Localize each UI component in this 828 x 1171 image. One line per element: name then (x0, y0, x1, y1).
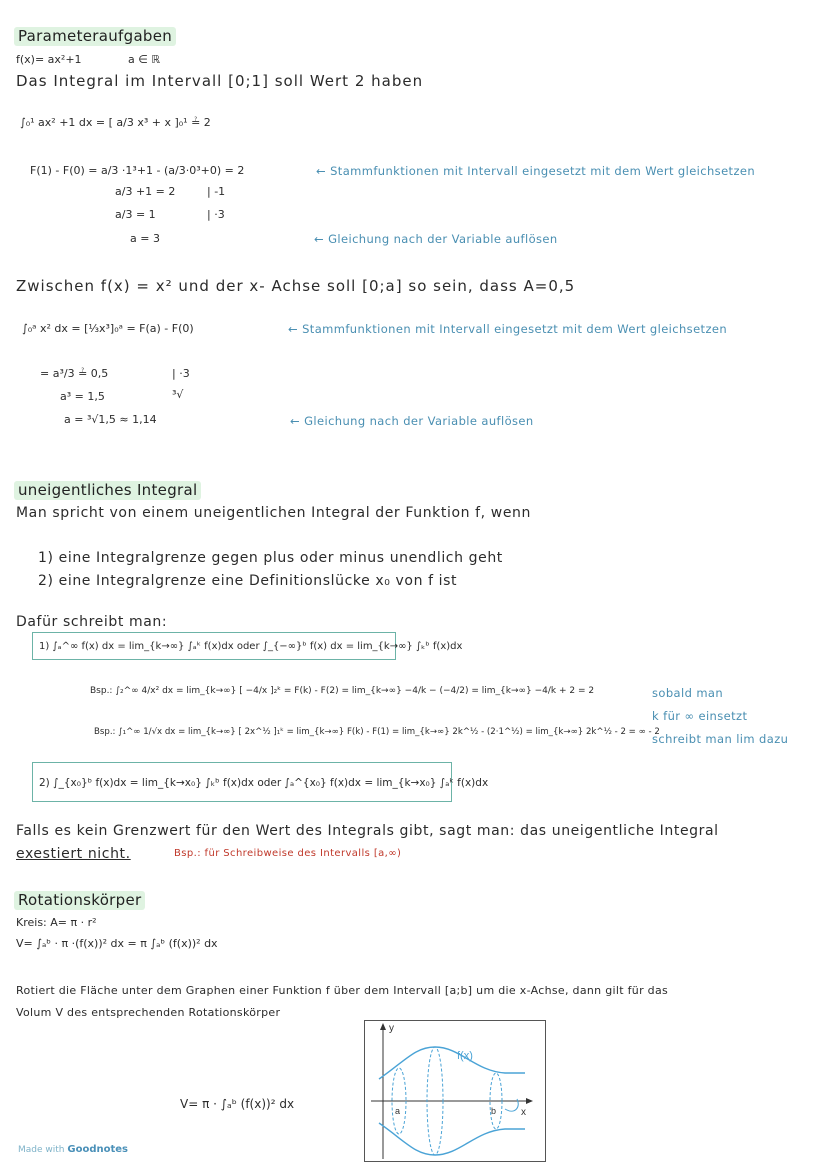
section-title-parameteraufgaben: Parameteraufgaben (14, 27, 176, 46)
notation-label: Dafür schreibt man: (16, 614, 168, 630)
x-axis-label: x (521, 1107, 526, 1118)
side-note: k für ∞ einsetzt (652, 709, 748, 723)
operation-note: | ·3 (207, 208, 225, 221)
x-axis-arrow-icon (526, 1098, 533, 1104)
condition-item: 2) eine Integralgrenze eine Definitionslücke x₀ von f ist (38, 573, 458, 589)
condition-item: 1) eine Integralgrenze gegen plus oder minus unendlich geht (38, 550, 503, 566)
section-title-rotationskoerper: Rotationskörper (14, 891, 145, 910)
formula-box-case2: 2) ∫_{x₀}ᵇ f(x)dx = lim_{k→x₀} ∫ₖᵇ f(x)dx oder ∫ₐ^{x₀} f(x)dx = lim_{k→x₀} ∫ₐᵏ f(x)dx (32, 762, 452, 802)
footer-made-with: Made with (18, 1145, 65, 1155)
parameter-domain: a ∈ ℝ (128, 53, 161, 66)
example-calculation: Bsp.: ∫₁^∞ 1/√x dx = lim_{k→∞} [ 2x^½ ]₁ᵏ = lim_{k→∞} F(k) - F(1) = lim_{k→∞} 2k^½ - (2·1^½) = lim_{k→∞} 2k^½ - 2 = ∞ - 2 (94, 727, 660, 737)
integral-equation: ∫₀¹ ax² +1 dx = [ a/3 x³ + x ]₀¹ ≟ 2 (20, 116, 211, 129)
function-curve (379, 1047, 525, 1079)
rotation-diagram (364, 1020, 546, 1162)
operation-note: ³√ (172, 388, 184, 401)
solution-step: a/3 +1 = 2 (115, 185, 176, 198)
solution-step: a/3 = 1 (115, 208, 156, 221)
section-title-uneigentliches-integral: uneigentliches Integral (14, 481, 201, 500)
y-axis-label: y (389, 1023, 394, 1034)
rotation-text: Rotiert die Fläche unter dem Graphen einer Funktion f über dem Intervall [a;b] um die x-Achse, dann gilt für das (16, 984, 669, 997)
side-note: schreibt man lim dazu (652, 732, 789, 746)
integral-equation: ∫₀ᵃ x² dx = [⅓x³]₀ᵃ = F(a) - F(0) (22, 322, 194, 335)
solution-step: a = ³√1,5 ≈ 1,14 (64, 413, 157, 426)
annotation-note: ← Stammfunktionen mit Intervall eingesetzt mit dem Wert gleichsetzen (316, 164, 756, 178)
function-definition: f(x)= ax²+1 (16, 53, 82, 66)
side-note: sobald man (652, 686, 724, 700)
rotation-graph (365, 1021, 545, 1161)
task-statement: Zwischen f(x) = x² und der x- Achse soll [0;a] so sein, dass A=0,5 (16, 277, 576, 295)
convergence-text: Falls es kein Grenzwert für den Wert des Integrals gibt, sagt man: das uneigentliche Integral (16, 823, 719, 839)
task-statement: Das Integral im Intervall [0;1] soll Wert 2 haben (16, 72, 424, 90)
solution-step: F(1) - F(0) = a/3 ·1³+1 - (a/3·0³+0) = 2 (30, 164, 245, 177)
mirrored-curve (379, 1123, 525, 1155)
circle-area-formula: Kreis: A= π · r² (16, 916, 97, 929)
solution-step: a³ = 1,5 (60, 390, 105, 403)
rotation-text: Volum V des entsprechenden Rotationskörper (16, 1006, 281, 1019)
annotation-note: ← Gleichung nach der Variable auflösen (314, 232, 558, 246)
footer-branding (18, 1145, 128, 1155)
y-axis-arrow-icon (380, 1023, 386, 1030)
interval-label-a: a (395, 1106, 401, 1116)
goodnotes-logo: Goodnotes (67, 1144, 128, 1155)
example-note: Bsp.: für Schreibweise des Intervalls [a,∞) (174, 848, 402, 859)
divergence-term: exestiert nicht. (16, 846, 131, 862)
solution-step: a = 3 (130, 232, 160, 245)
annotation-note: ← Stammfunktionen mit Intervall eingesetzt mit dem Wert gleichsetzen (288, 322, 728, 336)
volume-formula: V= π · ∫ₐᵇ (f(x))² dx (180, 1097, 295, 1111)
solution-step: = a³/3 ≟ 0,5 (40, 367, 109, 380)
definition-text: Man spricht von einem uneigentlichen Integral der Funktion f, wenn (16, 505, 531, 521)
volume-derivation: V= ∫ₐᵇ · π ·(f(x))² dx = π ∫ₐᵇ (f(x))² dx (16, 937, 218, 950)
operation-note: | -1 (207, 185, 226, 198)
operation-note: | ·3 (172, 367, 190, 380)
formula-box-case1: 1) ∫ₐ^∞ f(x) dx = lim_{k→∞} ∫ₐᵏ f(x)dx oder ∫_{−∞}ᵇ f(x) dx = lim_{k→∞} ∫ₖᵇ f(x)dx (32, 632, 396, 660)
interval-label-b: b (491, 1106, 497, 1116)
function-label: f(x) (457, 1050, 473, 1062)
example-calculation: Bsp.: ∫₂^∞ 4/x² dx = lim_{k→∞} [ −4/x ]₂ᵏ = F(k) - F(2) = lim_{k→∞} −4/k − (−4/2) = lim_{k→∞} −4/k + 2 = 2 (90, 686, 595, 696)
annotation-note: ← Gleichung nach der Variable auflösen (290, 414, 534, 428)
